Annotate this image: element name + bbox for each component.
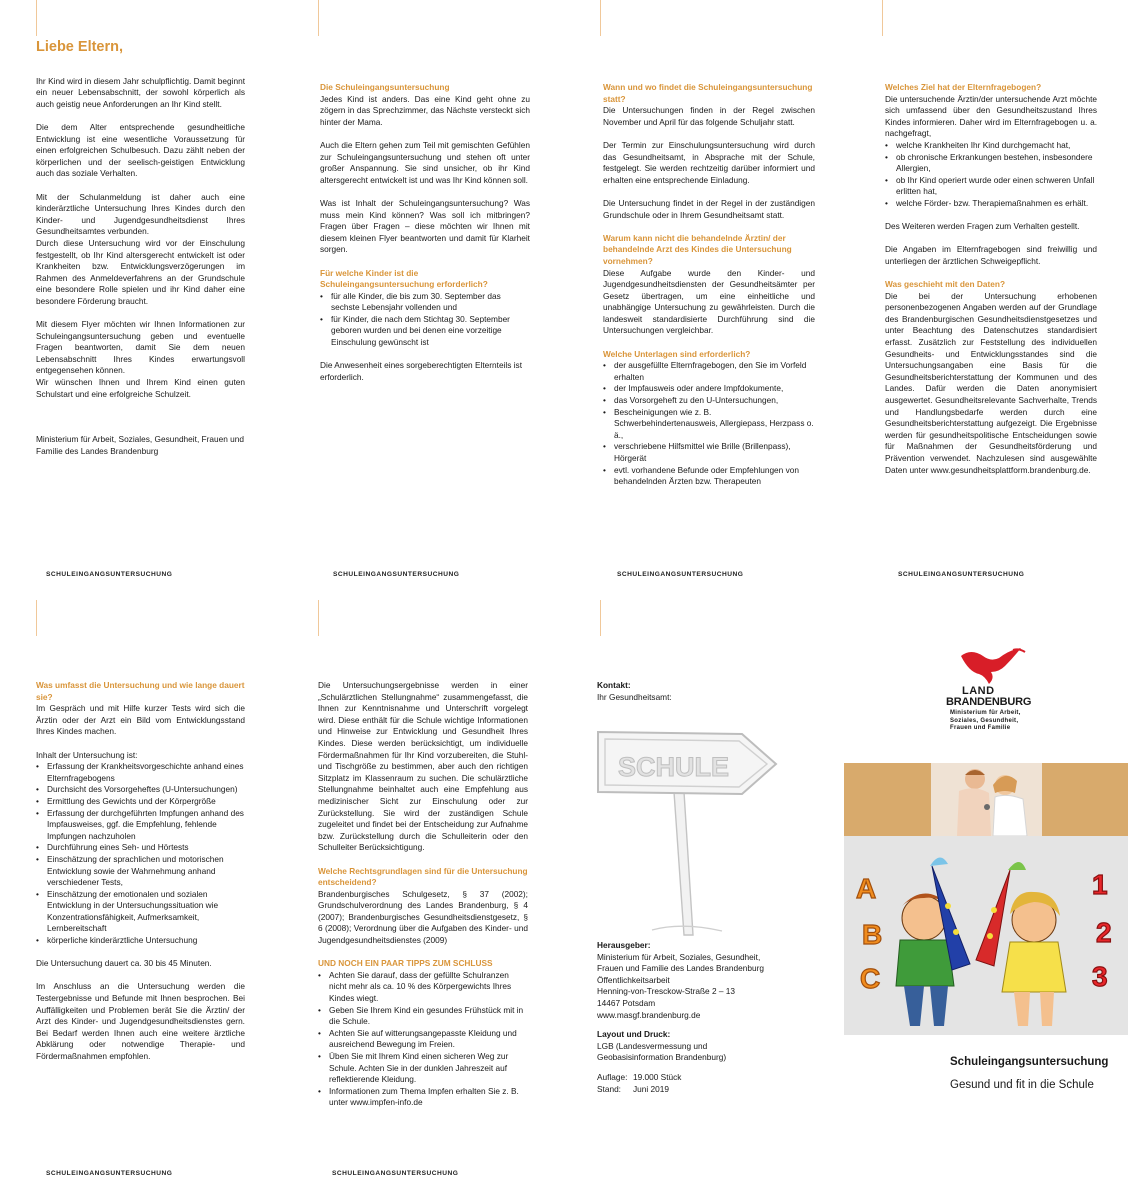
paragraph: Ihr Kind wird in diesem Jahr schulpflichtig. Damit beginnt ein neuer Lebensabschnitt, der sowohl körperlich als auch geistig neue Anforderungen an Ihr Kind stellt.: [36, 75, 245, 109]
letter-b: B: [862, 919, 883, 950]
paragraph: Die untersuchende Ärztin/der untersuchende Arzt möchte sich umfassend über den Gesundheitszustand Ihres Kindes informieren. Daher wird im Elternfragebogen u. a. nachgefragt,: [885, 93, 1097, 139]
section-heading: Die Schuleingangsuntersuchung: [320, 82, 450, 92]
footer-label: SCHULEINGANGSUNTERSUCHUNG: [617, 571, 744, 578]
logo-line-1: LAND: [962, 685, 995, 697]
panel-welcome: [36, 39, 245, 469]
publisher-line: Frauen und Familie des Landes Brandenburg: [597, 963, 764, 974]
paragraph: Die Angaben im Elternfragebogen sind freiwillig und unterliegen der ärztlichen Schweigepflicht.: [885, 244, 1097, 266]
list-item: • körperliche kinderärztliche Untersuchung: [36, 935, 245, 947]
list-item: • Erfassung der Krankheitsvorgeschichte anhand eines Elternfragebogens: [36, 761, 245, 784]
imprint: [597, 940, 807, 1095]
paragraph: Durch diese Untersuchung wird vor der Einschulung festgestellt, ob Ihr Kind altersgerecht entwickelt ist oder Krankheiten bzw. Entwicklungsverzögerungen im Rahmen des Anmeldeverfahrens an der Grundschule eine besondere Rolle spielen und ihr Kind daher eine besondere Förderung braucht.: [36, 237, 245, 306]
bullet-list: [36, 761, 245, 947]
signature: Ministerium für Arbeit, Soziales, Gesundheit, Frauen und Familie des Landes Brandenburg: [36, 434, 244, 456]
section-heading: Wann und wo findet die Schuleingangsuntersuchung statt?: [603, 82, 813, 104]
paragraph: Mit der Schulanmeldung ist daher auch eine kinderärztliche Untersuchung Ihres Kindes durch den Kinder- und Jugendgesundheitsdienst Ihres Gesundheitsamtes verbunden.: [36, 191, 245, 237]
contact-text: Ihr Gesundheitsamt:: [597, 691, 672, 702]
school-sign-illustration: [592, 722, 812, 937]
list-item: • Durchführung eines Seh- und Hörtests: [36, 842, 245, 854]
publisher-line: Henning-von-Tresckow-Straße 2 – 13: [597, 986, 736, 997]
ministry-block: [950, 710, 1021, 733]
list-item: • ob chronische Erkrankungen bestehen, insbesondere Allergien,: [885, 152, 1097, 175]
paragraph: Im Anschluss an die Untersuchung werden die Testergebnisse und Befunde mit Ihnen besprochen. Bei Auffälligkeiten und Problemen berät Sie die Ärztin/ der Arzt des Kinder- und Jugendgesundheitsdienstes gern. Bei Bedarf werden Ihnen auch eine weitere ärztliche Abklärung oder notwendige Therapie- und Fördermaßnahmen empfohlen.: [36, 981, 245, 1061]
sign-text: SCHULE: [618, 752, 730, 782]
edition-row: [597, 1072, 807, 1084]
section-heading: Was geschieht mit den Daten?: [885, 279, 1006, 290]
list-item: • Informationen zum Thema Impfen erhalten Sie z. B. unter www.impfen-info.de: [318, 1086, 528, 1109]
digit-3: 3: [1092, 961, 1108, 992]
section-heading: Welche Unterlagen sind erforderlich?: [603, 348, 751, 359]
list-item: • Einschätzung der emotionalen und sozialen Entwicklung in der Untersuchungssituation wie Konzentrationsfähigkeit, Aufmerksamkeit, Lernbereitschaft: [36, 889, 245, 935]
paragraph: Die bei der Untersuchung erhobenen personenbezogenen Angaben werden auf der Grundlage des Brandenburgischen Gesundheitsdienstgesetzes und unter Beachtung des Datenschutzes standardisiert erfasst. Zusätzlich zur Feststellung des individuellen Gesundheits- und Entwicklungsstandes sind die Untersuchungsangaben eine Basis für die Gesundheitsberichterstattung der Kommunen und des Landes. Dafür werden die Daten anonymisiert ausgewertet. Gesundheitsrelevante Sachverhalte, Trends und Handlungsbedarfe werden durch eine Gesundheitsberichterstattung aufgezeigt. Die Ergebnisse werden für gesundheitspolitische Entscheidungen sowie für Maßnahmen der Gesundheitsförderung und Prävention verwendet. Nachzulesen sind ausgewählte Daten unter www.gesundheitsplattform.brandenburg.de.: [885, 290, 1097, 475]
paragraph: Die Untersuchungsergebnisse werden in einer „Schulärztlichen Stellungnahme“ zusammengefasst, die Ihnen zur Kenntnisnahme und Unterschrift vorgelegt wird. Diese enthält für die Schule wichtige Informationen und Hinweise zur Entwicklung und Gesundheit Ihres Kindes. Diese werden berücksichtigt, um individuelle Fördermaßnahmen für Ihr Kind vorzubereiten, die Stuhl- und Tischgröße zu bestimmen, aber auch den richtigen Sitzplatz im Klassenraum zu suchen. Die schulärztliche Stellungnahme beinhaltet auch eine Empfehlung aus medizinischer Sicht zur Einschulung oder zur Zurückstellung. Sie wird der zuständigen Schule zugeleitet und findet bei der Entscheidung zur Aufnahme bzw. Zurückstellung durch die Schulleiterin oder den Schulleiter Berücksichtigung.: [318, 680, 528, 853]
panel-results: [318, 680, 528, 1121]
bullet-list: [320, 291, 530, 349]
panel-contact: [597, 680, 807, 703]
footer-label: SCHULEINGANGSUNTERSUCHUNG: [332, 1170, 459, 1177]
footer-label: SCHULEINGANGSUNTERSUCHUNG: [333, 571, 460, 578]
publisher-label: Herausgeber:: [597, 940, 651, 950]
footer-label: SCHULEINGANGSUNTERSUCHUNG: [898, 571, 1025, 578]
list-item: • Erfassung der durchgeführten Impfungen anhand des Impfausweises, ggf. die Empfehlung, fehlende Impfungen nachzuholen: [36, 808, 245, 843]
publisher-line: 14467 Potsdam: [597, 997, 656, 1008]
paragraph: Diese Aufgabe wurde den Kinder- und Jugendgesundheitsdiensten der Gesundheitsämter per Gesetz übertragen, um eine einheitliche und unabhängige Untersuchung zu gewährleisten. Durch die landesweit standardisierte Durchführung sind die Untersuchungen vergleichbar.: [603, 267, 815, 336]
panel-intro: [320, 82, 530, 395]
list-item: • Achten Sie darauf, dass der gefüllte Schulranzen nicht mehr als ca. 10 % des Körpergewichts Ihres Kindes wiegt.: [318, 970, 528, 1005]
paragraph: Die Untersuchung findet in der Regel in der zuständigen Grundschule oder in Ihrem Gesundheitsamt statt.: [603, 197, 815, 220]
list-item: • Einschätzung der sprachlichen und motorischen Entwicklung sowie der Wahrnehmung anhand verschiedener Tests,: [36, 854, 245, 889]
paragraph: Was ist Inhalt der Schuleingangsuntersuchung? Was muss mein Kind können? Was soll ich mitbringen? Fragen über Fragen – diese möchten wir Ihnen mit diesem kleinen Flyer beantworten und damit für Klarheit sorgen.: [320, 197, 530, 255]
paragraph: Jedes Kind ist anders. Das eine Kind geht ohne zu zögern in das Sprechzimmer, das Nächste versteckt sich hinter der Mama.: [320, 93, 530, 127]
layout-line: LGB (Landesvermessung und: [597, 1040, 708, 1051]
section-heading: UND NOCH EIN PAAR TIPPS ZUM SCHLUSS: [318, 958, 493, 969]
letter-c: C: [860, 963, 881, 994]
digit-2: 2: [1096, 917, 1112, 948]
paragraph: Inhalt der Untersuchung ist:: [36, 749, 138, 760]
section-heading: Welche Rechtsgrundlagen sind für die Untersuchung entscheidend?: [318, 865, 528, 888]
paragraph: Die dem Alter entsprechende gesundheitliche Entwicklung ist eine wesentliche Voraussetzung für einen erfolgreichen Schulbesuch. Dazu zählt neben der körperlichen und der seelisch-geistigen Entwicklung auch das soziale Verhalten.: [36, 121, 245, 179]
section-heading: Warum kann nicht die behandelnde Ärztin/ der behandelnde Arzt des Kindes die Untersuchung vornehmen?: [603, 232, 792, 266]
cover-title: Schuleingangsuntersuchung: [950, 1056, 1109, 1068]
fold-mark: [318, 0, 319, 36]
list-item: • das Vorsorgeheft zu den U-Untersuchungen,: [603, 395, 815, 407]
fold-mark: [600, 600, 601, 636]
doctor-child-photo: [931, 763, 1042, 836]
publisher-line: Ministerium für Arbeit, Soziales, Gesundheit,: [597, 951, 761, 962]
fold-mark: [882, 0, 883, 36]
ministry-line: Frauen und Familie: [950, 725, 1011, 731]
logo-wordmark: [946, 686, 1031, 708]
date-value: Juni 2019: [633, 1083, 669, 1094]
list-item: • für alle Kinder, die bis zum 30. September das sechste Lebensjahr vollenden und: [320, 291, 530, 314]
panel-examination: [36, 680, 245, 1074]
paragraph: Auch die Eltern gehen zum Teil mit gemischten Gefühlen zur Schuleingangsuntersuchung und stehen oft unter großer Anspannung. Sie sind unsicher, ob ihr Kind altersgerecht entwickelt ist und was Ihr Kind können soll.: [320, 139, 530, 185]
logo-line-2: BRANDENBURG: [946, 696, 1032, 708]
paragraph: Brandenburgisches Schulgesetz, § 37 (2002); Grundschulverordnung des Landes Brandenburg, § 4 (2007); Brandenburgisches Gesundheitsdienstgesetz, § 6 (2008); Verordnung über die Aufgaben des Kinder- und Jugendgesundheitsdienstes (2009): [318, 888, 528, 946]
list-item: • Durchsicht des Vorsorgeheftes (U-Untersuchungen): [36, 784, 245, 796]
fold-mark: [36, 600, 37, 636]
boy-with-cone: [896, 857, 970, 1026]
digit-1: 1: [1092, 869, 1108, 900]
greeting-heading: Liebe Eltern,: [36, 39, 124, 55]
paragraph: Im Gespräch und mit Hilfe kurzer Tests wird sich die Ärztin oder der Arzt ein Bild vom Entwicklungsstand Ihres Kindes machen.: [36, 703, 245, 737]
bullet-list: [318, 970, 528, 1109]
list-item: • der Impfausweis oder andere Impfdokumente,: [603, 383, 815, 395]
girl-with-cone: [976, 862, 1066, 1026]
paragraph: Wir wünschen Ihnen und Ihrem Kind einen guten Schulstart und eine erfolgreiche Schulzeit.: [36, 377, 245, 399]
bullet-list: [603, 360, 815, 488]
section-heading: Was umfasst die Untersuchung und wie lange dauert sie?: [36, 680, 245, 702]
list-item: • für Kinder, die nach dem Stichtag 30. September geboren wurden und bei denen eine vorzeitige Einschulung gewünscht ist: [320, 314, 530, 349]
list-item: • Bescheinigungen wie z. B. Schwerbehindertenausweis, Allergiepass, Herzpass o. ä.,: [603, 407, 815, 442]
cover-illustration: [844, 836, 1128, 1035]
publisher-line: www.masgf.brandenburg.de: [597, 1009, 701, 1020]
edition-value: 19.000 Stück: [633, 1071, 682, 1082]
paragraph: Die Untersuchung dauert ca. 30 bis 45 Minuten.: [36, 958, 212, 969]
date-row: [597, 1084, 807, 1096]
list-item: • ob Ihr Kind operiert wurde oder einen schweren Unfall erlitten hat,: [885, 175, 1097, 198]
edition-label: Auflage:: [597, 1071, 628, 1082]
fold-mark: [318, 600, 319, 636]
ministry-line: Soziales, Gesundheit,: [950, 717, 1019, 724]
contact-label: Kontakt:: [597, 680, 631, 690]
list-item: • Geben Sie Ihrem Kind ein gesundes Frühstück mit in die Schule.: [318, 1005, 528, 1028]
paragraph: Der Termin zur Einschulungsuntersuchung wird durch das Gesundheitsamt, in Absprache mit der Schule, festgelegt. Sie werden rechtzeitig darüber informiert und erhalten eine entsprechende Einladung.: [603, 139, 815, 185]
publisher-line: Öffentlichkeitsarbeit: [597, 974, 670, 985]
cover-photo-frame: [931, 763, 1042, 836]
list-item: • verschriebene Hilfsmittel wie Brille (Brillenpass), Hörgerät: [603, 441, 815, 464]
list-item: • evtl. vorhandene Befunde oder Empfehlungen von behandelnden Ärzten bzw. Therapeuten: [603, 465, 815, 488]
date-label: Stand:: [597, 1083, 621, 1094]
bullet-list: [885, 140, 1097, 210]
panel-questionnaire: [885, 82, 1097, 488]
letter-a: A: [856, 873, 877, 904]
section-heading: Für welche Kinder ist die Schuleingangsuntersuchung erforderlich?: [320, 267, 488, 290]
paragraph: Des Weiteren werden Fragen zum Verhalten gestellt.: [885, 221, 1080, 232]
paragraph: Mit diesem Flyer möchten wir Ihnen Informationen zur Schuleingangsuntersuchung geben und eventuelle Fragen beantworten, damit Sie dem neuen Lebensabschnitt Ihres Kindes erwartungsvoll entgegensehen können.: [36, 319, 245, 376]
layout-line: Geobasisinformation Brandenburg): [597, 1052, 727, 1063]
fold-mark: [36, 0, 37, 36]
ministry-line: Ministerium für Arbeit,: [950, 710, 1021, 716]
footer-label: SCHULEINGANGSUNTERSUCHUNG: [46, 1170, 173, 1177]
footer-label: SCHULEINGANGSUNTERSUCHUNG: [46, 571, 173, 578]
layout-label: Layout und Druck:: [597, 1029, 671, 1040]
cover-subtitle: Gesund und fit in die Schule: [950, 1079, 1094, 1091]
list-item: • welche Krankheiten Ihr Kind durchgemacht hat,: [885, 140, 1097, 152]
list-item: • der ausgefüllte Elternfragebogen, den Sie im Vorfeld erhalten: [603, 360, 815, 383]
list-item: • welche Förder- bzw. Therapiemaßnahmen es erhält.: [885, 198, 1097, 210]
list-item: • Achten Sie auf witterungsangepasste Kleidung und ausreichend Bewegung im Freien.: [318, 1028, 528, 1051]
fold-mark: [600, 0, 601, 36]
brandenburg-eagle-logo: [955, 644, 1035, 686]
section-heading: Welches Ziel hat der Elternfragebogen?: [885, 82, 1042, 92]
list-item: • Üben Sie mit Ihrem Kind einen sicheren Weg zur Schule. Achten Sie in der dunklen Jahreszeit auf reflektierende Kleidung.: [318, 1051, 528, 1086]
list-item: • Ermittlung des Gewichts und der Körpergröße: [36, 796, 245, 808]
paragraph: Die Untersuchungen finden in der Regel zwischen November und April für das folgende Schuljahr statt.: [603, 105, 815, 127]
panel-when-where: [603, 82, 815, 499]
paragraph: Die Anwesenheit eines sorgeberechtigten Elternteils ist erforderlich.: [320, 360, 523, 382]
